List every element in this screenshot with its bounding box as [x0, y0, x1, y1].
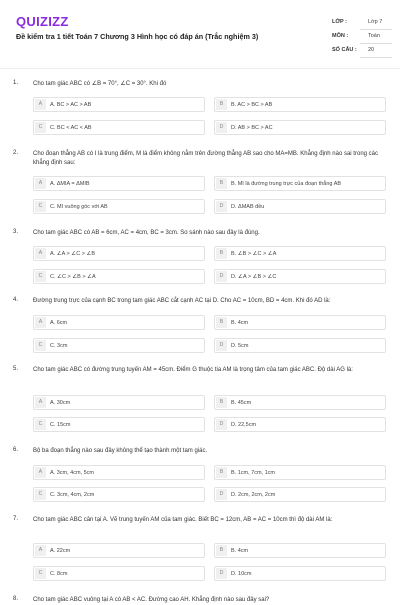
option-c[interactable] — [33, 269, 205, 284]
option-text: B. 1cm, 7cm, 1cm — [231, 469, 276, 476]
option-text: A. 3cm, 4cm, 5cm — [50, 469, 95, 476]
option-letter: B — [216, 317, 227, 328]
option-a[interactable] — [33, 465, 205, 480]
option-b[interactable] — [214, 246, 386, 261]
question-text: Cho đoạn thẳng AB có I là trung điểm, M là điểm không nằm trên đường thẳng AB sao cho MA=MB. Khẳng định nào sai trong các khẳng định sau: — [33, 151, 378, 166]
option-b[interactable] — [214, 395, 386, 410]
option-text: B. ∠B > ∠C > ∠A — [231, 250, 277, 257]
option-c[interactable] — [33, 417, 205, 432]
option-text: D. 2cm, 2cm, 2cm — [231, 491, 276, 498]
option-d[interactable] — [214, 338, 386, 353]
option-letter: B — [216, 467, 227, 478]
option-text: D. 22,5cm — [231, 421, 257, 428]
option-text: C. 3cm — [50, 342, 68, 349]
option-text: B. 4cm — [231, 319, 249, 326]
option-text: D. ∠A > ∠B > ∠C — [231, 273, 277, 280]
question-text: Đường trung trực của cạnh BC trong tam giác ABC cắt cạnh AC tại D. Cho AC = 10cm, BD = 4cm. Khi đó AD là: — [33, 298, 331, 304]
option-letter: A — [35, 467, 46, 478]
option-a[interactable] — [33, 395, 205, 410]
meta-table — [332, 16, 392, 58]
option-letter: C — [35, 419, 46, 430]
option-d[interactable] — [214, 269, 386, 284]
option-letter: D — [216, 271, 227, 282]
option-d[interactable] — [214, 199, 386, 214]
option-c[interactable] — [33, 199, 205, 214]
option-letter: A — [35, 99, 46, 110]
option-letter: D — [216, 201, 227, 212]
option-text: D. 5cm — [231, 342, 249, 349]
question-text: Cho tam giác ABC có AB = 6cm, AC = 4cm, BC = 3cm. So sánh nào sau đây là đúng. — [33, 230, 260, 236]
option-c[interactable] — [33, 487, 205, 502]
option-b[interactable] — [214, 176, 386, 191]
meta-label: SỐ CÂU : — [332, 47, 357, 53]
option-a[interactable] — [33, 246, 205, 261]
option-a[interactable] — [33, 176, 205, 191]
option-text: C. 15cm — [50, 421, 71, 428]
header-divider — [0, 68, 400, 69]
question-text: Cho tam giác ABC cân tại A. Vẽ trung tuyến AM của tam giác. Biết BC = 12cm, AB = AC = 10cm thì độ dài AM là: — [33, 517, 333, 523]
document-title: Đề kiểm tra 1 tiết Toán 7 Chương 3 Hình học có đáp án (Trắc nghiệm 3) — [16, 32, 259, 41]
option-text: D. 10cm — [231, 570, 252, 577]
option-letter: A — [35, 317, 46, 328]
option-letter: C — [35, 340, 46, 351]
option-letter: C — [35, 122, 46, 133]
option-b[interactable] — [214, 465, 386, 480]
meta-underline — [360, 57, 392, 58]
option-letter: C — [35, 568, 46, 579]
option-text: D. ΔMAB đều — [231, 203, 265, 210]
option-letter: D — [216, 122, 227, 133]
option-text: C. ∠C > ∠B > ∠A — [50, 273, 96, 280]
question-text: Cho tam giác ABC có đường trung tuyến AM = 45cm. Điểm G thuộc tia AM là trọng tâm của tam giác ABC. Độ dài AG là: — [33, 367, 353, 373]
option-b[interactable] — [214, 315, 386, 330]
option-text: A. 22cm — [50, 547, 71, 554]
option-d[interactable] — [214, 487, 386, 502]
question-text: Cho tam giác ABC có ∠B = 70°, ∠C = 30°. Khi đó — [33, 81, 167, 87]
option-letter: B — [216, 178, 227, 189]
option-a[interactable] — [33, 315, 205, 330]
option-letter: D — [216, 489, 227, 500]
option-letter: A — [35, 178, 46, 189]
meta-row-class — [332, 16, 392, 30]
option-text: A. 6cm — [50, 319, 68, 326]
meta-value: Toán — [368, 33, 380, 39]
quizizz-logo: QUIZIZZ — [16, 14, 69, 29]
option-d[interactable] — [214, 566, 386, 581]
question-number: 1. — [13, 80, 19, 86]
question-text: Bộ ba đoạn thẳng nào sau đây không thể tạo thành một tam giác. — [33, 448, 208, 454]
option-text: A. BC > AC > AB — [50, 101, 92, 108]
option-c[interactable] — [33, 338, 205, 353]
option-b[interactable] — [214, 543, 386, 558]
option-c[interactable] — [33, 566, 205, 581]
option-letter: B — [216, 397, 227, 408]
option-text: C. BC < AC < AB — [50, 124, 92, 131]
question-number: 3. — [13, 229, 19, 235]
meta-row-count — [332, 44, 392, 58]
option-c[interactable] — [33, 120, 205, 135]
meta-row-subject — [332, 30, 392, 44]
option-text: B. 45cm — [231, 399, 252, 406]
option-a[interactable] — [33, 543, 205, 558]
question-number: 7. — [13, 516, 19, 522]
option-letter: D — [216, 568, 227, 579]
option-text: C. 8cm — [50, 570, 68, 577]
option-d[interactable] — [214, 120, 386, 135]
question-number: 5. — [13, 366, 19, 372]
option-text: A. ∠A > ∠C > ∠B — [50, 250, 96, 257]
option-letter: A — [35, 248, 46, 259]
question-number: 8. — [13, 596, 19, 602]
option-letter: A — [35, 397, 46, 408]
option-a[interactable] — [33, 97, 205, 112]
option-letter: A — [35, 545, 46, 556]
meta-label: LỚP : — [332, 19, 347, 25]
option-b[interactable] — [214, 97, 386, 112]
option-text: C. 3cm, 4cm, 2cm — [50, 491, 95, 498]
option-text: B. 4cm — [231, 547, 249, 554]
option-letter: C — [35, 489, 46, 500]
meta-label: MÔN : — [332, 33, 349, 39]
option-letter: D — [216, 340, 227, 351]
option-text: A. 30cm — [50, 399, 71, 406]
option-letter: D — [216, 419, 227, 430]
option-letter: C — [35, 271, 46, 282]
question-number: 6. — [13, 447, 19, 453]
question-number: 4. — [13, 297, 19, 303]
option-text: D. AB > BC > AC — [231, 124, 273, 131]
option-letter: B — [216, 545, 227, 556]
option-d[interactable] — [214, 417, 386, 432]
option-text: B. AC > BC > AB — [231, 101, 273, 108]
option-letter: C — [35, 201, 46, 212]
option-text: A. ΔMIA = ΔMIB — [50, 180, 90, 187]
question-number: 2. — [13, 150, 19, 156]
option-text: C. MI vuông góc với AB — [50, 203, 108, 210]
option-letter: B — [216, 99, 227, 110]
option-text: B. MI là đường trung trực của đoạn thẳng AB — [231, 180, 342, 187]
meta-value: Lớp 7 — [368, 19, 383, 25]
page-header — [0, 0, 400, 64]
meta-value: 20 — [368, 47, 375, 53]
option-letter: B — [216, 248, 227, 259]
question-text: Cho tam giác ABC vuông tại A có AB < AC. Đường cao AH. Khẳng định nào sau đây sai? — [33, 597, 270, 603]
